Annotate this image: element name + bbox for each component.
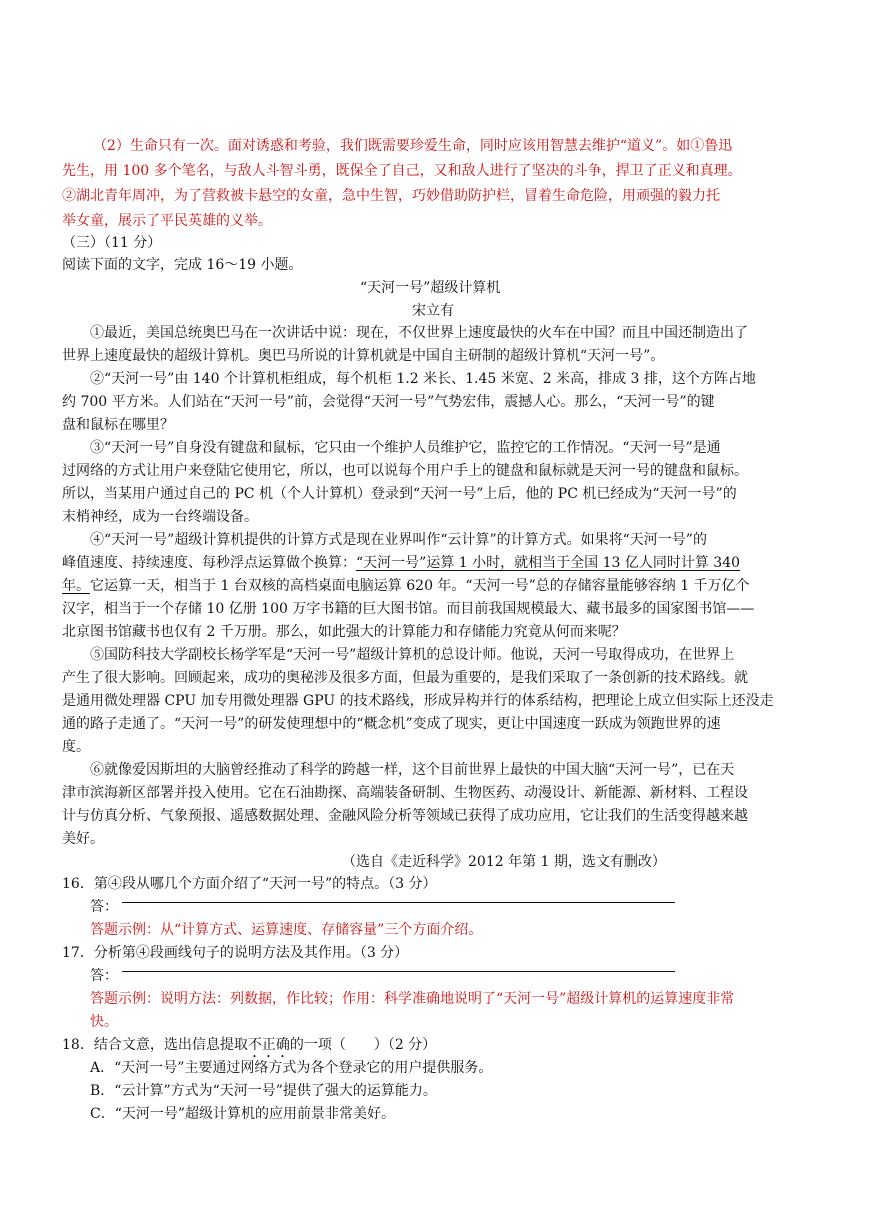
p4-line-3 — [62, 576, 750, 596]
option-c: C．“天河一号”超级计算机的应用前景非常美好。 — [90, 1106, 396, 1122]
p5-line-4: 通的路子走通了。“天河一号”的研发使理想中的“概念机”变成了现实，更让中国速度一跃成为领跑世界的速 — [62, 716, 721, 732]
p4-line-5: 北京图书馆藏书也仅有 2 千万册。那么，如此强大的计算能力和存储能力究竟从何而来呢？ — [62, 624, 626, 640]
answer-prev-line-4: 举女童，展示了平民英雄的义举。 — [62, 213, 272, 229]
p4-underlined-sentence-part-1: “天河一号”运算 1 小时，就相当于全国 13 亿人同时计算 340 — [356, 555, 741, 571]
answer-prev-line-3: ②湖北青年周冲，为了营救被卡悬空的女童，急中生智，巧妙借助防护栏，冒着生命危险，用顽强的毅力托 — [62, 188, 720, 204]
p4-line-2 — [62, 553, 740, 573]
answer-label-16: 答： — [90, 899, 118, 915]
p3-line-2: 过网络的方式让用户来登陆它使用它，所以，也可以说每个用户手上的键盘和鼠标就是天河一号的键盘和鼠标。 — [62, 463, 748, 479]
p6-line-3: 计与仿真分析、气象预报、遥感数据处理、金融风险分析等领域已获得了成功应用，它让我们的生活变得越来越 — [62, 808, 748, 824]
p5-line-5: 度。 — [62, 739, 90, 755]
p4-line-3-plain: 它运算一天，相当于 1 台双核的高档桌面电脑运算 620 年。“天河一号”总的存储容量能够容纳 1 千万亿个 — [90, 578, 750, 594]
p2-line-2: 约 700 平方米。人们站在“天河一号”前，会觉得“天河一号”气势宏伟，震撼人心。那么，“天河一号”的键 — [62, 394, 715, 410]
answer-17-line-2: 快。 — [90, 1014, 118, 1030]
answer-prev-line-1: （2）生命只有一次。面对诱惑和考验，我们既需要珍爱生命，同时应该用智慧去维护“道义”。如①鲁迅 — [93, 138, 733, 154]
answer-prev-line-2: 先生，用 100 多个笔名，与敌人斗智斗勇，既保全了自己，又和敌人进行了坚决的斗争，捍卫了正义和真理。 — [62, 163, 742, 179]
question-17: 17．分析第④段画线句子的说明方法及其作用。（3 分） — [62, 945, 409, 961]
option-b: B．“云计算”方式为“天河一号”提供了强大的运算能力。 — [90, 1083, 437, 1099]
p4-line-1: ④“天河一号”超级计算机提供的计算方式是现在业界叫作“云计算”的计算方式。如果将“天河一号”的 — [90, 532, 707, 548]
article-author: 宋立有 — [412, 303, 454, 319]
answer-17-line-1: 答题示例：说明方法：列数据，作比较；作用：科学准确地说明了“天河一号”超级计算机的运算速度非常 — [90, 991, 735, 1007]
answer-line-16 — [122, 902, 675, 903]
p6-line-1: ⑥就像爱因斯坦的大脑曾经推动了科学的跨越一样，这个目前世界上最快的中国大脑“天河一号”，已在天 — [90, 762, 735, 778]
p3-line-1: ③“天河一号”自身没有键盘和鼠标，它只由一个维护人员维护它，监控它的工作情况。“天河一号”是通 — [90, 440, 721, 456]
article-title: “天河一号”超级计算机 — [360, 280, 501, 296]
p6-line-2: 津市滨海新区部署并投入使用。它在石油勘探、高端装备研制、生物医药、动漫设计、新能源、新材料、工程设 — [62, 785, 748, 801]
p4-line-4: 汉字，相当于一个存储 10 亿册 100 万字书籍的巨大图书馆。而目前我国规模最大、藏书最多的国家图书馆—— — [62, 601, 755, 617]
option-a: A．“天河一号”主要通过网络方式为各个登录它的用户提供服务。 — [90, 1060, 493, 1076]
question-16: 16．第④段从哪几个方面介绍了“天河一号”的特点。（3 分） — [62, 876, 437, 892]
passage-source: （选自《走近科学》2012 年第 1 期，选文有删改） — [342, 854, 666, 870]
p5-line-2: 产生了很大影响。回顾起来，成功的奥秘涉及很多方面，但最为重要的，是我们采取了一条创新的技术路线。就 — [62, 670, 748, 686]
question-18-part-2: 的一项（ ）（2 分） — [289, 1037, 437, 1053]
p3-line-4: 末梢神经，成为一台终端设备。 — [62, 509, 258, 525]
p5-line-3: 是通用微处理器 CPU 加专用微处理器 GPU 的技术路线，形成异构并行的体系结构，把理论上成立但实际上还没走 — [62, 693, 774, 709]
p4-line-2-plain: 峰值速度、持续速度、每秒浮点运算做个换算： — [62, 555, 356, 571]
answer-16: 答题示例：从“计算方式、运算速度、存储容量”三个方面介绍。 — [90, 922, 483, 938]
p5-line-1: ⑤国防科技大学副校长杨学军是“天河一号”超级计算机的总设计师。他说，天河一号取得成功，在世界上 — [90, 647, 735, 663]
p4-underlined-sentence-part-2: 年。 — [62, 578, 90, 594]
p2-line-1: ②“天河一号”由 140 个计算机柜组成，每个机柜 1.2 米长、1.45 米宽、2 米高，排成 3 排，这个方阵占地 — [90, 371, 756, 387]
question-18-part-1: 18．结合文意，选出信息提取 — [62, 1037, 248, 1053]
p6-line-4: 美好。 — [62, 831, 104, 847]
p1-line-2: 世界上速度最快的超级计算机。奥巴马所说的计算机就是中国自主研制的超级计算机“天河一号”。 — [62, 348, 665, 364]
answer-label-17: 答： — [90, 968, 118, 984]
question-18-emphasis: 不正确 — [247, 1037, 290, 1053]
section-instruction: 阅读下面的文字，完成 16～19 小题。 — [62, 257, 303, 273]
answer-line-17 — [122, 971, 675, 972]
p1-line-1: ①最近，美国总统奥巴马在一次讲话中说：现在，不仅世界上速度最快的火车在中国？而且中国还制造出了 — [90, 325, 748, 341]
p3-line-3: 所以，当某用户通过自己的 PC 机（个人计算机）登录到“天河一号”上后，他的 PC 机已经成为“天河一号”的 — [62, 486, 737, 502]
section-heading: （三）（11 分） — [62, 235, 162, 251]
p2-line-3: 盘和鼠标在哪里？ — [62, 417, 174, 433]
